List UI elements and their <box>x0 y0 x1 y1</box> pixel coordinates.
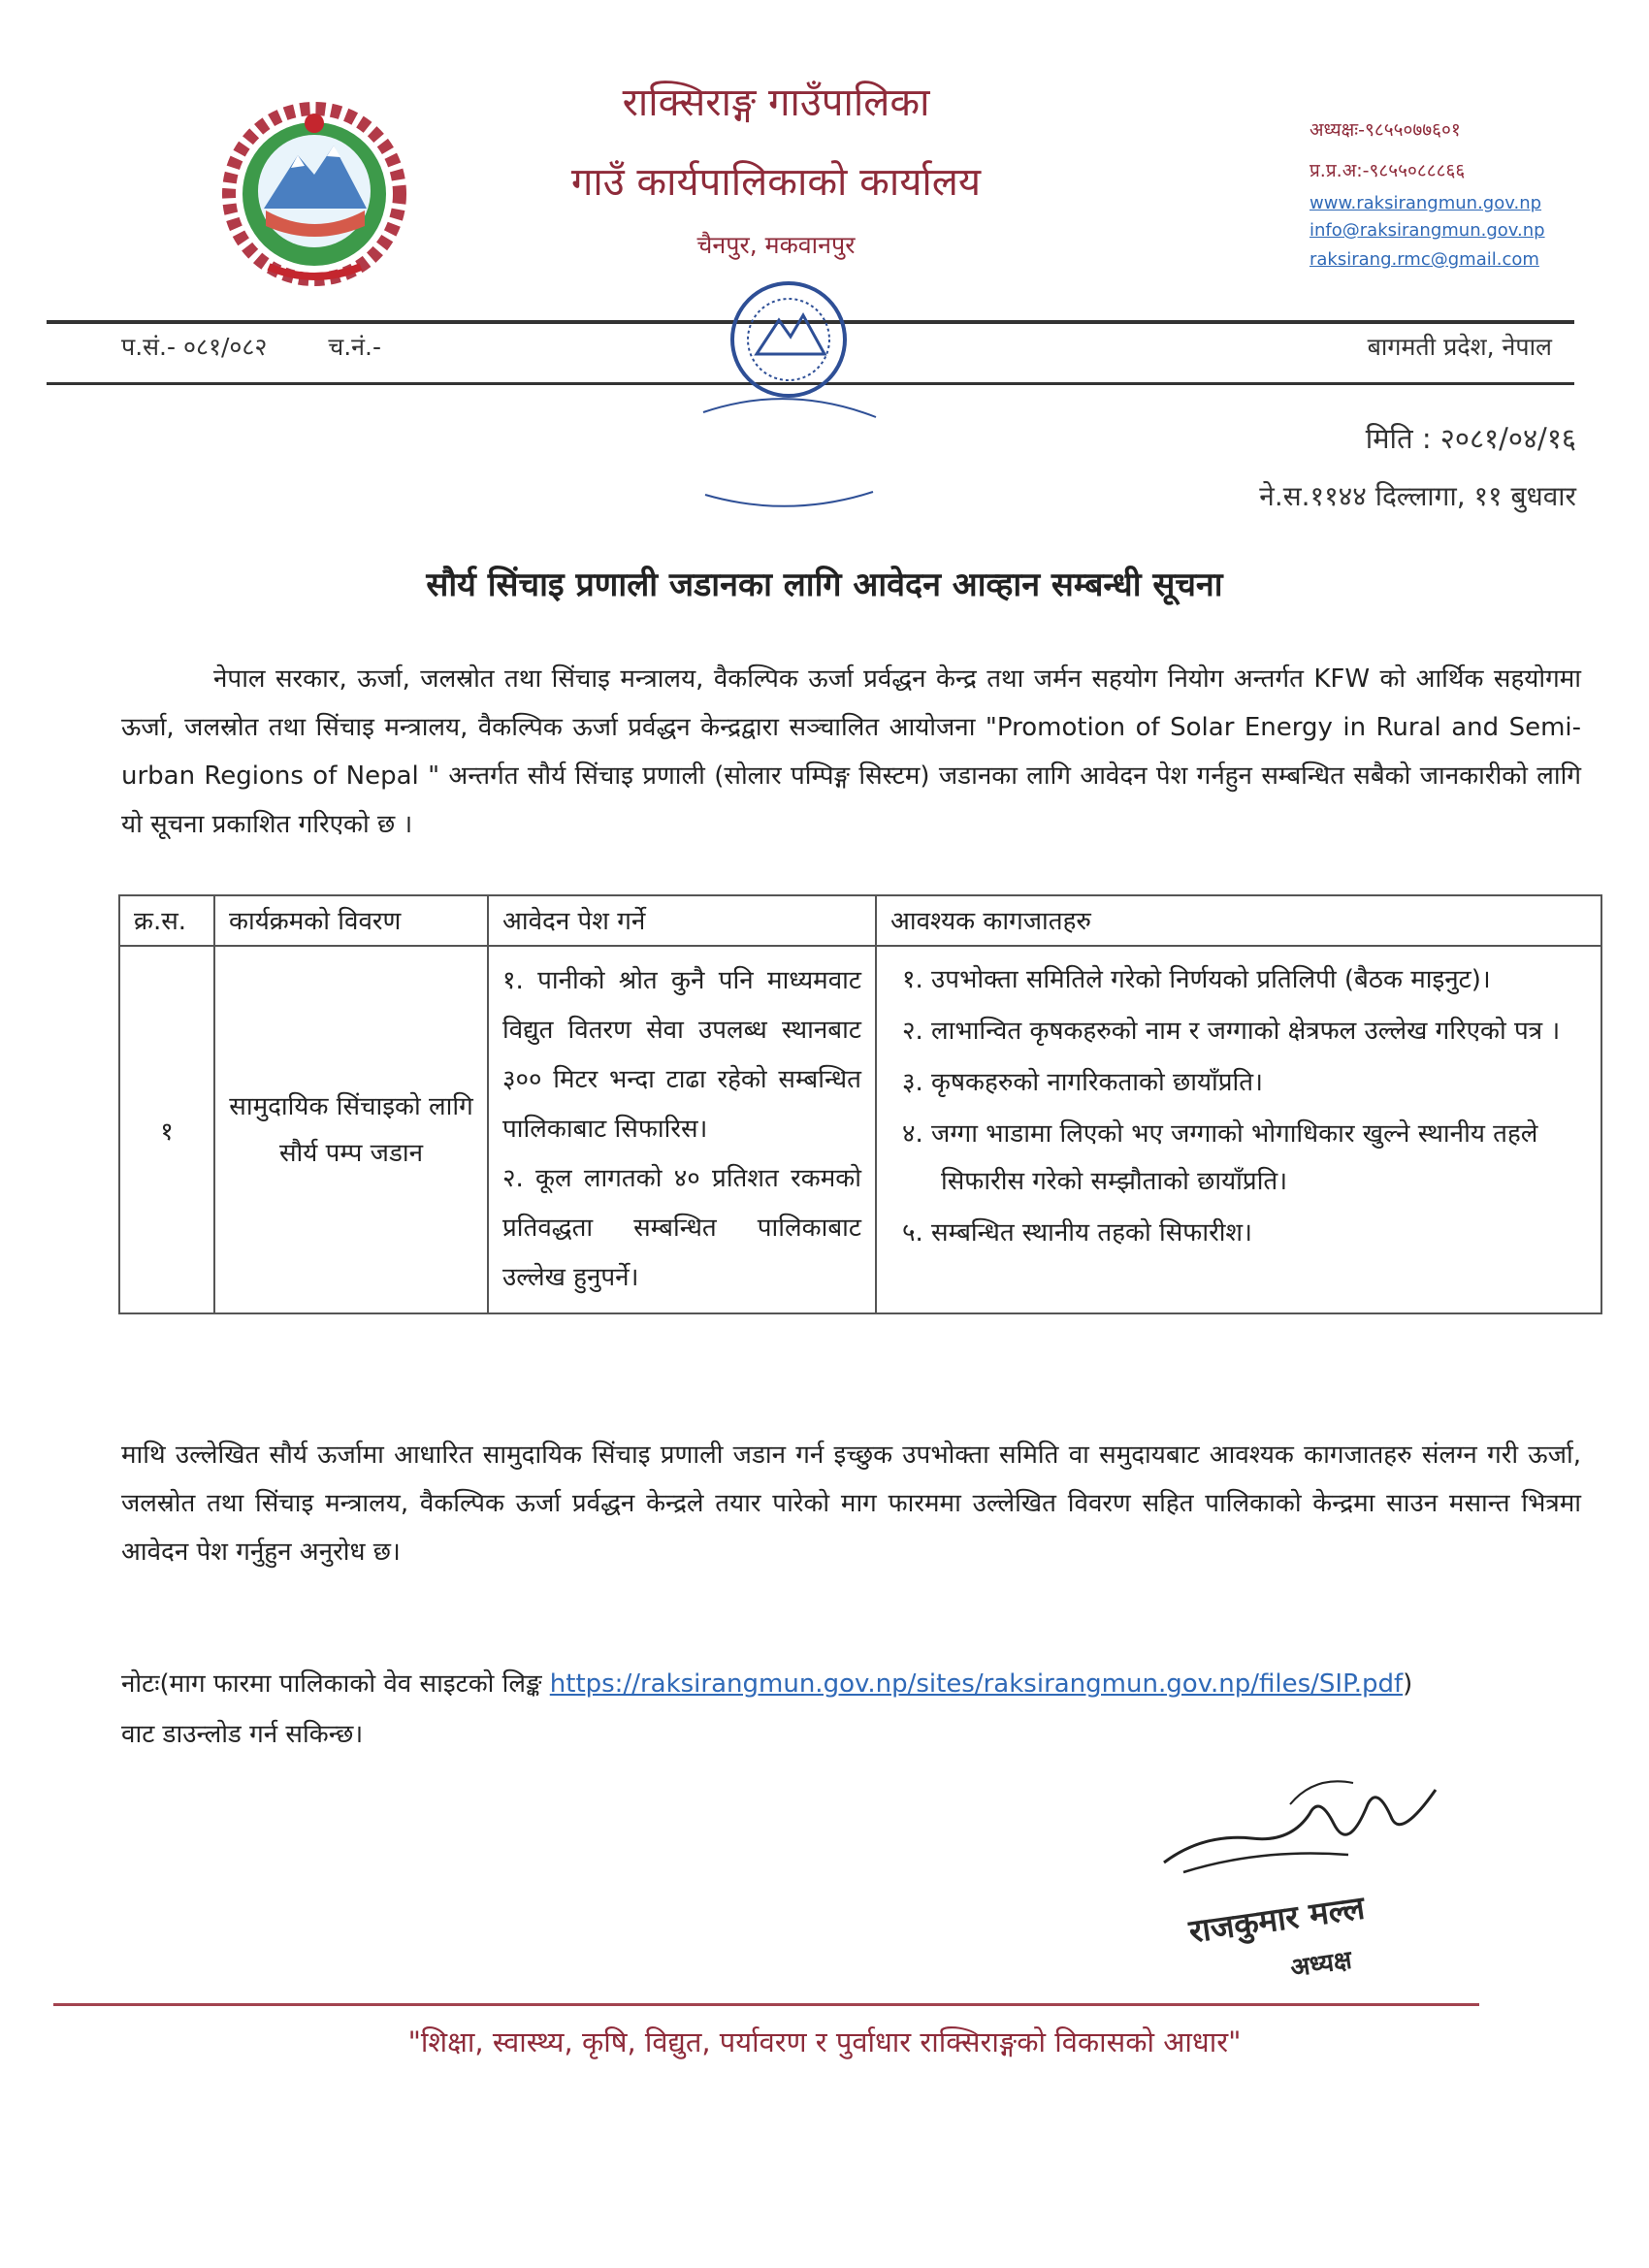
notice-intro: नेपाल सरकार, ऊर्जा, जलस्रोत तथा सिंचाइ मन्त्रालय, वैकल्पिक ऊर्जा प्रर्वद्धन केन्द्र तथा जर्मन सहयोग नियोग अन्तर्गत KFW को आर्थिक सहयोगमा ऊर्जा, जलस्रोत तथा सिंचाइ मन्त्रालय, वैकल्पिक ऊर्जा प्रर्वद्धन केन्द्रद्वारा सञ्चालित आयोजना "Promotion of Solar Energy in Rural and Semi-urban Regions of Nepal " अन्तर्गत सौर्य सिंचाइ प्रणाली (सोलार पम्पिङ्ग सिस्टम) जडानका लागि आवेदन पेश गर्नहुन सम्बन्धित सबैको जानकारीको लागि यो सूचना प्रकाशित गरिएको छ । <box>121 664 1581 839</box>
apply-item: १. पानीको श्रोत कुनै पनि माध्यमवाट विद्युत वितरण सेवा उपलब्ध स्थानबाट ३०० मिटर भन्दा टाढा रहेको सम्बन्धित पालिकाबाट सिफारिस। <box>502 966 861 1144</box>
email-link-gmail[interactable]: raksirang.rmc@gmail.com <box>1310 249 1539 270</box>
header-documents: आवश्यक कागजातहरु <box>876 895 1601 946</box>
footer-rule <box>53 2003 1479 2006</box>
row-program: सामुदायिक सिंचाइको लागि सौर्य पम्प जडान <box>214 946 488 1313</box>
signatory-name: राजकुमार मल्ल <box>1186 1888 1368 1951</box>
cao-phone: प्र.प्र.अ:-९८५५०८८८६६ <box>1310 160 1466 181</box>
website-link[interactable]: www.raksirangmun.gov.np <box>1310 193 1542 213</box>
requirements-table <box>118 894 1602 1314</box>
notice-note <box>121 1659 1581 1760</box>
footer-motto: "शिक्षा, स्वास्थ्य, कृषि, विद्युत, पर्यावरण र पुर्वाधार राक्सिराङ्गको विकासको आधार" <box>407 2025 1242 2058</box>
nepal-sambat-date: ने.स.११४४ दिल्लागा, ११ बुधवार <box>1259 480 1576 512</box>
header-sn: क्र.स. <box>119 895 214 946</box>
document-item: १. उपभोक्ता समितिले गरेको निर्णयको प्रतिलिपी (बैठक माइनुट)। <box>902 965 1491 994</box>
note-prefix: नोटः(माग फारमा पालिकाको वेव साइटको लिङ्क <box>121 1669 542 1699</box>
header-program: कार्यक्रमको विवरण <box>214 895 488 946</box>
notice-closing: माथि उल्लेखित सौर्य ऊर्जामा आधारित सामुदायिक सिंचाइ प्रणाली जडान गर्न इच्छुक उपभोक्ता समिति वा समुदायबाट आवश्यक कागजातहरु संलग्न गरी ऊर्जा, जलस्रोत तथा सिंचाइ मन्त्रालय, वैकल्पिक ऊर्जा प्रर्वद्धन केन्द्रले तयार पारेको माग फारममा उल्लेखित विवरण सहित पालिकाको केन्द्रमा साउन मसान्त भित्रमा आवेदन पेश गर्नुहुन अनुरोध छ। <box>121 1441 1581 1567</box>
office-subtitle: गाउँ कार्यपालिकाको कार्यालय <box>570 160 982 205</box>
header-apply: आवेदन पेश गर्ने <box>488 895 876 946</box>
office-stamp <box>684 276 892 519</box>
document-item: २. लाभान्वित कृषकहरुको नाम र जग्गाको क्षेत्रफल उल्लेख गरिएको पत्र । <box>902 1017 1561 1046</box>
email-link-info[interactable]: info@raksirangmun.gov.np <box>1310 220 1545 241</box>
dispatch-number: च.नं.- <box>328 333 382 361</box>
apply-item: २. कूल लागतको ४० प्रतिशत रकमको प्रतिवद्धता सम्बन्धित पालिकाबाट उल्लेख हुनुपर्ने। <box>502 1164 861 1292</box>
table-header-row <box>119 895 1601 946</box>
signatory-designation: अध्यक्ष <box>1288 1945 1354 1984</box>
signature-scribble <box>1145 1746 1465 1911</box>
document-item: ४. जग्गा भाडामा लिएको भए जग्गाको भोगाधिकार खुल्ने स्थानीय तहले सिफारीस गरेको सम्झौताको छायाँप्रति। <box>902 1119 1538 1196</box>
document-item: ५. सम्बन्धित स्थानीय तहको सिफारीश। <box>902 1218 1252 1247</box>
nepal-emblem-logo <box>215 102 414 286</box>
office-name: राक्सिराङ्ग गाउँपालिका <box>622 81 930 125</box>
row-apply-cell <box>488 946 876 1313</box>
province: बागमती प्रदेश, नेपाल <box>1367 333 1552 361</box>
row-sn: १ <box>119 946 214 1313</box>
note-suffix: ) <box>1403 1669 1413 1699</box>
note-end: वाट डाउन्लोड गर्न सकिन्छ। <box>121 1720 364 1749</box>
row-documents-cell <box>876 946 1601 1313</box>
reference-line <box>121 330 435 363</box>
chair-phone: अध्यक्षः-९८५५०७७६०१ <box>1310 119 1461 141</box>
fiscal-year: प.सं.- ०८१/०८२ <box>121 333 268 361</box>
form-download-link[interactable]: https://raksirangmun.gov.np/sites/raksirangmun.gov.np/files/SIP.pdf <box>549 1669 1404 1699</box>
document-item: ३. कृषकहरुको नागरिकताको छायाँप्रति। <box>902 1068 1263 1097</box>
office-location: चैनपुर, मकवानपुर <box>696 231 856 259</box>
date: मिति : २०८१/०४/१६ <box>1365 422 1576 455</box>
table-row <box>119 946 1601 1313</box>
notice-title: सौर्य सिंचाइ प्रणाली जडानका लागि आवेदन आव्हान सम्बन्धी सूचना <box>426 566 1223 604</box>
